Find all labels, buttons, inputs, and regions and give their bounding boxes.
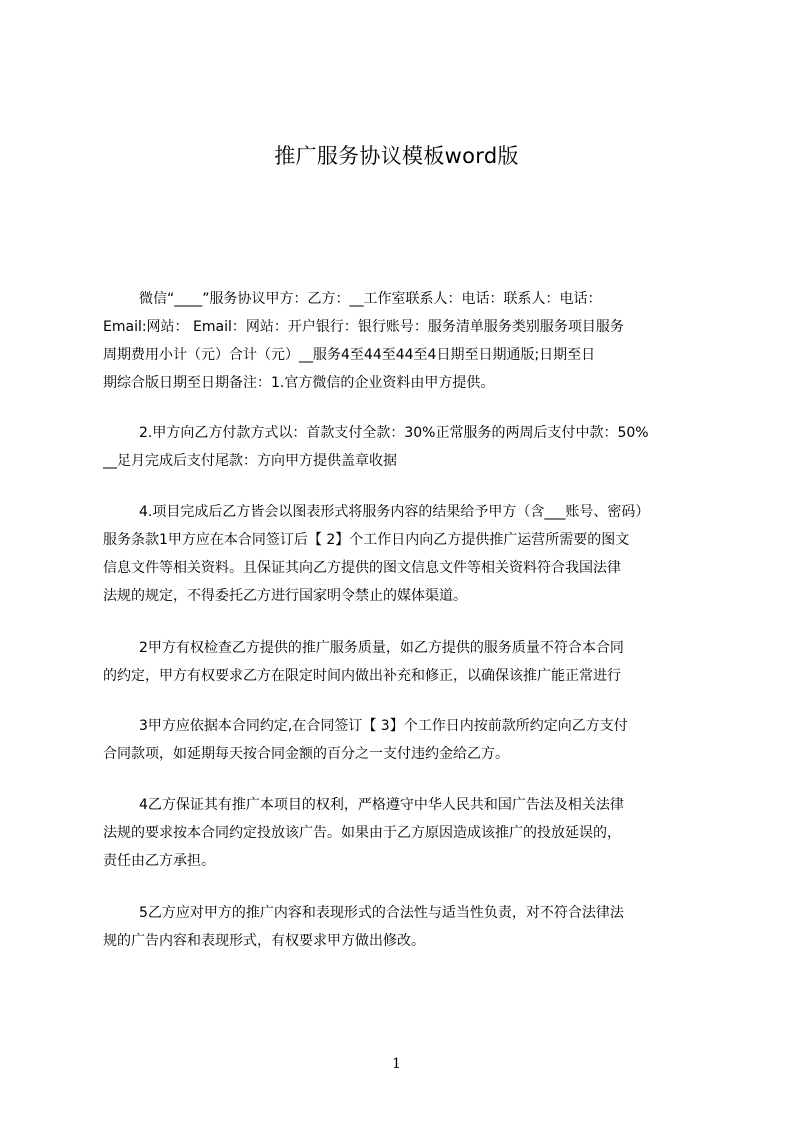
paragraph-line: 法规的规定，不得委托乙方进行国家明令禁止的媒体渠道。 <box>103 588 467 604</box>
paragraph-service-details <box>103 285 701 397</box>
paragraph-line: 3甲方应依据本合同约定,在合同签订【 3】个工作日内按前款所约定向乙方支付 <box>139 718 628 734</box>
paragraph-line: __足月完成后支付尾款：方向甲方提供盖章收据 <box>103 453 397 469</box>
paragraph-clause-2 <box>103 634 701 690</box>
paragraph-line: 4.项目完成后乙方皆会以图表形式将服务内容的结果给予甲方（含___账号、密码） <box>139 504 650 520</box>
paragraph-line: 5乙方应对甲方的推广内容和表现形式的合法性与适当性负责，对不符合法律法 <box>139 905 624 921</box>
paragraph-line: 服务条款1甲方应在本合同签订后【 2】个工作日内向乙方提供推广运营所需要的图文 <box>103 532 630 548</box>
paragraph-line: Email:网站： Email：网站：开户银行：银行账号：服务清单服务类别服务项目服务 <box>103 319 624 335</box>
paragraph-service-clause-1 <box>103 498 701 610</box>
paragraph-line: 期综合版日期至日期备注：1.官方微信的企业资料由甲方提供。 <box>103 375 495 391</box>
paragraph-clause-4 <box>103 791 701 875</box>
paragraph-line: 责任由乙方承担。 <box>103 853 215 869</box>
paragraph-line: 合同款项，如延期每天按合同金额的百分之一支付违约金给乙方。 <box>103 746 509 762</box>
paragraph-payment-terms <box>103 419 701 475</box>
paragraph-line: 周期费用小计（元）合计（元）__服务4至44至44至4日期至日期通版;日期至日 <box>103 347 596 363</box>
paragraph-line: 微信“____”服务协议甲方：乙方：__工作室联系人：电话：联系人：电话： <box>139 291 602 307</box>
page-number: 1 <box>392 1056 401 1072</box>
paragraph-clause-5 <box>103 899 701 955</box>
document-title: 推广服务协议模板word版 <box>274 144 519 168</box>
paragraph-line: 信息文件等相关资料。且保证其向乙方提供的图文信息文件等相关资料符合我国法律 <box>103 560 621 576</box>
paragraph-line: 规的广告内容和表现形式，有权要求甲方做出修改。 <box>103 933 425 949</box>
paragraph-line: 法规的要求按本合同约定投放该广告。如果由于乙方原因造成该推广的投放延误的， <box>103 825 621 841</box>
paragraph-line: 2.甲方向乙方付款方式以：首款支付全款：30%正常服务的两周后支付中款：50% <box>139 425 649 441</box>
paragraph-line: 2甲方有权检查乙方提供的推广服务质量，如乙方提供的服务质量不符合本合同 <box>139 640 624 656</box>
paragraph-line: 的约定，甲方有权要求乙方在限定时间内做出补充和修正，以确保该推广能正常进行 <box>103 668 621 684</box>
paragraph-line: 4乙方保证其有推广本项目的权利，严格遵守中华人民共和国广告法及相关法律 <box>139 797 624 813</box>
paragraph-clause-3 <box>103 712 701 768</box>
